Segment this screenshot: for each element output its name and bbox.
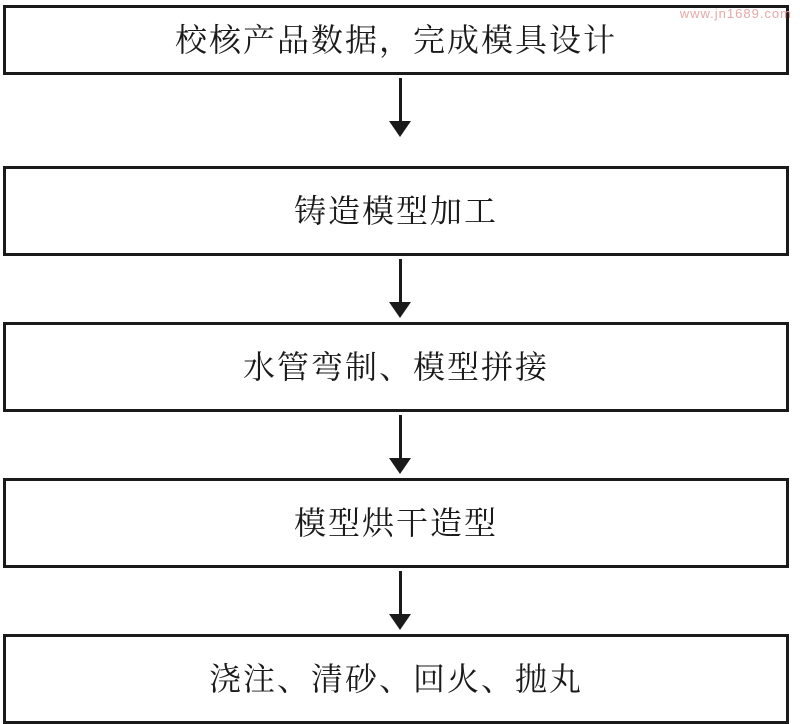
flow-node-step-3 bbox=[3, 322, 789, 412]
watermark-text: www.jn1689.com bbox=[679, 6, 792, 21]
flow-node-step-2 bbox=[3, 166, 789, 256]
flow-node-label: 水管弯制、模型拼接 bbox=[242, 347, 549, 386]
flow-node-label: 模型烘干造型 bbox=[293, 503, 498, 542]
arrow-down-icon bbox=[389, 121, 411, 137]
arrow-shaft bbox=[399, 571, 402, 615]
arrow-shaft bbox=[399, 415, 402, 459]
flow-node-step-4 bbox=[3, 478, 789, 568]
flow-node-label: 校核产品数据，完成模具设计 bbox=[174, 20, 617, 59]
flow-connector-arrow-2 bbox=[380, 259, 420, 319]
arrow-down-icon bbox=[389, 614, 411, 630]
flow-node-step-5 bbox=[3, 634, 789, 724]
arrow-shaft bbox=[399, 259, 402, 303]
flow-connector-arrow-4 bbox=[380, 571, 420, 631]
flow-node-label: 浇注、清砂、回火、抛丸 bbox=[208, 659, 583, 698]
arrow-shaft bbox=[399, 78, 402, 122]
arrow-down-icon bbox=[389, 302, 411, 318]
arrow-down-icon bbox=[389, 458, 411, 474]
flow-node-step-1 bbox=[3, 5, 789, 75]
flow-connector-arrow-1 bbox=[380, 78, 420, 138]
flow-node-label: 铸造模型加工 bbox=[293, 191, 498, 230]
flow-connector-arrow-3 bbox=[380, 415, 420, 475]
